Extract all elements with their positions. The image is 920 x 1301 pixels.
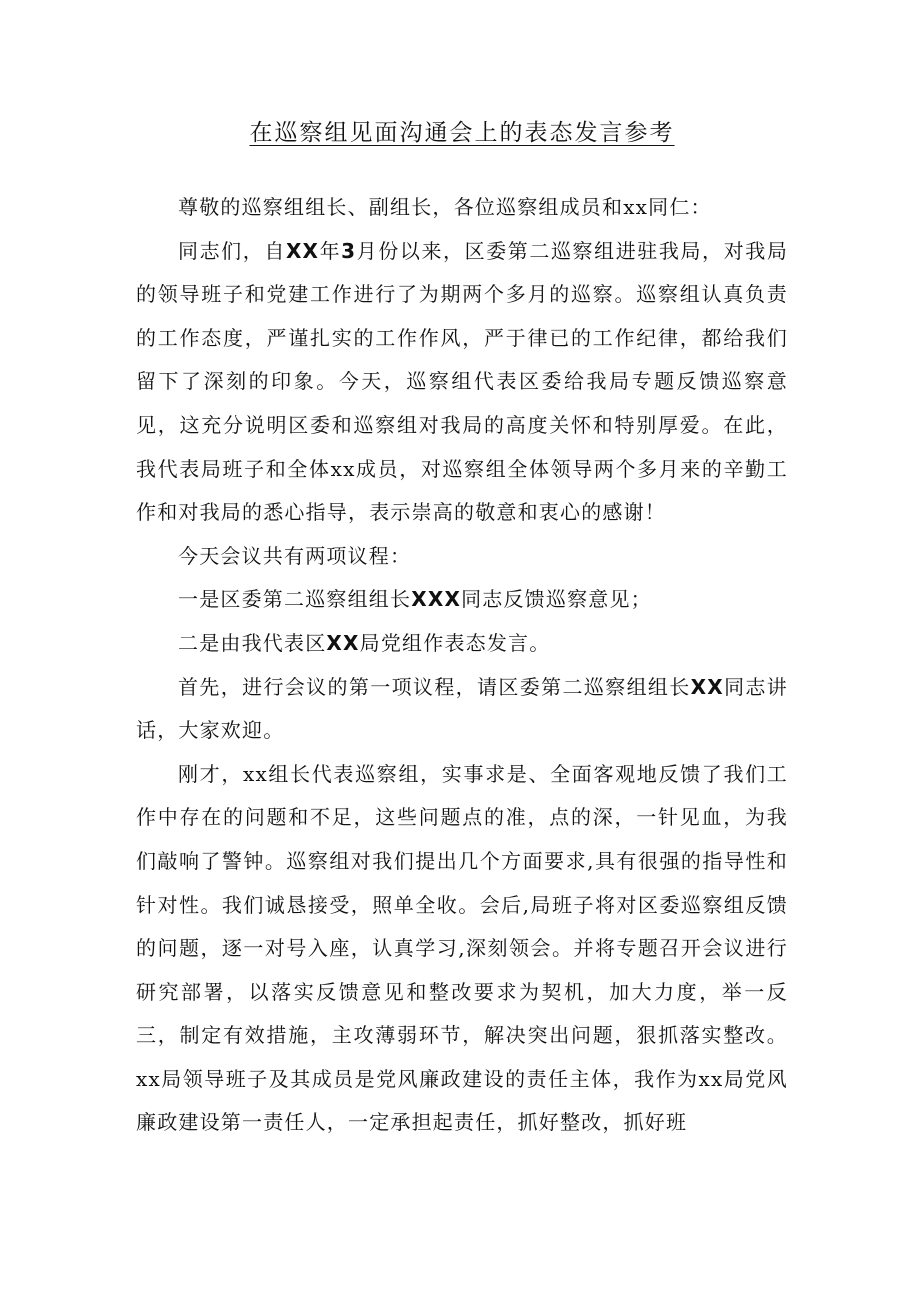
- bold-text: XX: [690, 674, 724, 699]
- text-run: 年: [319, 238, 342, 263]
- text-run: 局党组作表态发言。: [359, 630, 551, 655]
- paragraph: [136, 535, 788, 579]
- paragraph: [136, 666, 788, 753]
- paragraph: [136, 753, 788, 1145]
- text-run: 同志讲话，大家欢迎。: [136, 674, 788, 743]
- text-run: 月份以来，区委第二巡察组进驻我局，对我局的领导班子和党建工作进行了为期两个多月的巡察。巡察组认真负责的工作态度，严谨扎实的工作作风，严于律已的工作纪律，都给我们留下了深刻的印象。今天，巡察组代表区委给我局专题反馈巡察意见，这充分说明区委和巡察组对我局的高度关怀和特别厚爱。在此，我代表局班子和全体xx成员，对巡察组全体领导两个多月来的辛勤工作和对我局的悉心指导，表示崇高的敬意和衷心的感谢！: [136, 238, 789, 525]
- text-run: 尊敬的巡察组组长、副组长，各位巡察组成员和xx同仁：: [178, 195, 712, 219]
- text-run: 刚才，xx组长代表巡察组，实事求是、全面客观地反馈了我们工作中存在的问题和不足，这些问题点的准，点的深，一针见血，为我们敲响了警钟。巡察组对我们提出几个方面要求,具有很强的指导性和针对性。我们诚恳接受，照单全收。会后,局班子将对区委巡察组反馈的问题，逐一对号入座，认真学习,深刻领会。并将专题召开会议进行研究部署，以落实反馈意见和整改要求为契机，加大力度，举一反三，制定有效措施，主攻薄弱环节，解决突出问题，狠抓落实整改。xx局领导班子及其成员是党风廉政建设的责任主体，我作为xx局党风廉政建设第一责任人，一定承担起责任，抓好整改，抓好班: [136, 761, 788, 1135]
- paragraph: [136, 622, 788, 666]
- paragraph: [136, 186, 788, 230]
- bold-text: XX: [326, 630, 360, 655]
- bold-text: XXX: [411, 587, 462, 612]
- text-run: 同志们，自: [178, 238, 286, 263]
- document-body: [136, 186, 788, 1145]
- paragraph: [136, 230, 788, 535]
- document-title: 在巡察组见面沟通会上的表态发言参考: [249, 120, 675, 146]
- text-run: 首先，进行会议的第一项议程，请区委第二巡察组组长: [178, 674, 691, 699]
- text-run: 二是由我代表区: [178, 630, 327, 655]
- text-run: 一是区委第二巡察组组长: [178, 587, 412, 612]
- text-run: 今天会议共有两项议程：: [178, 543, 412, 568]
- bold-text: 3: [341, 238, 357, 263]
- bold-text: XX: [285, 238, 320, 263]
- paragraph: [136, 578, 788, 622]
- text-run: 同志反馈巡察意见；: [461, 587, 652, 612]
